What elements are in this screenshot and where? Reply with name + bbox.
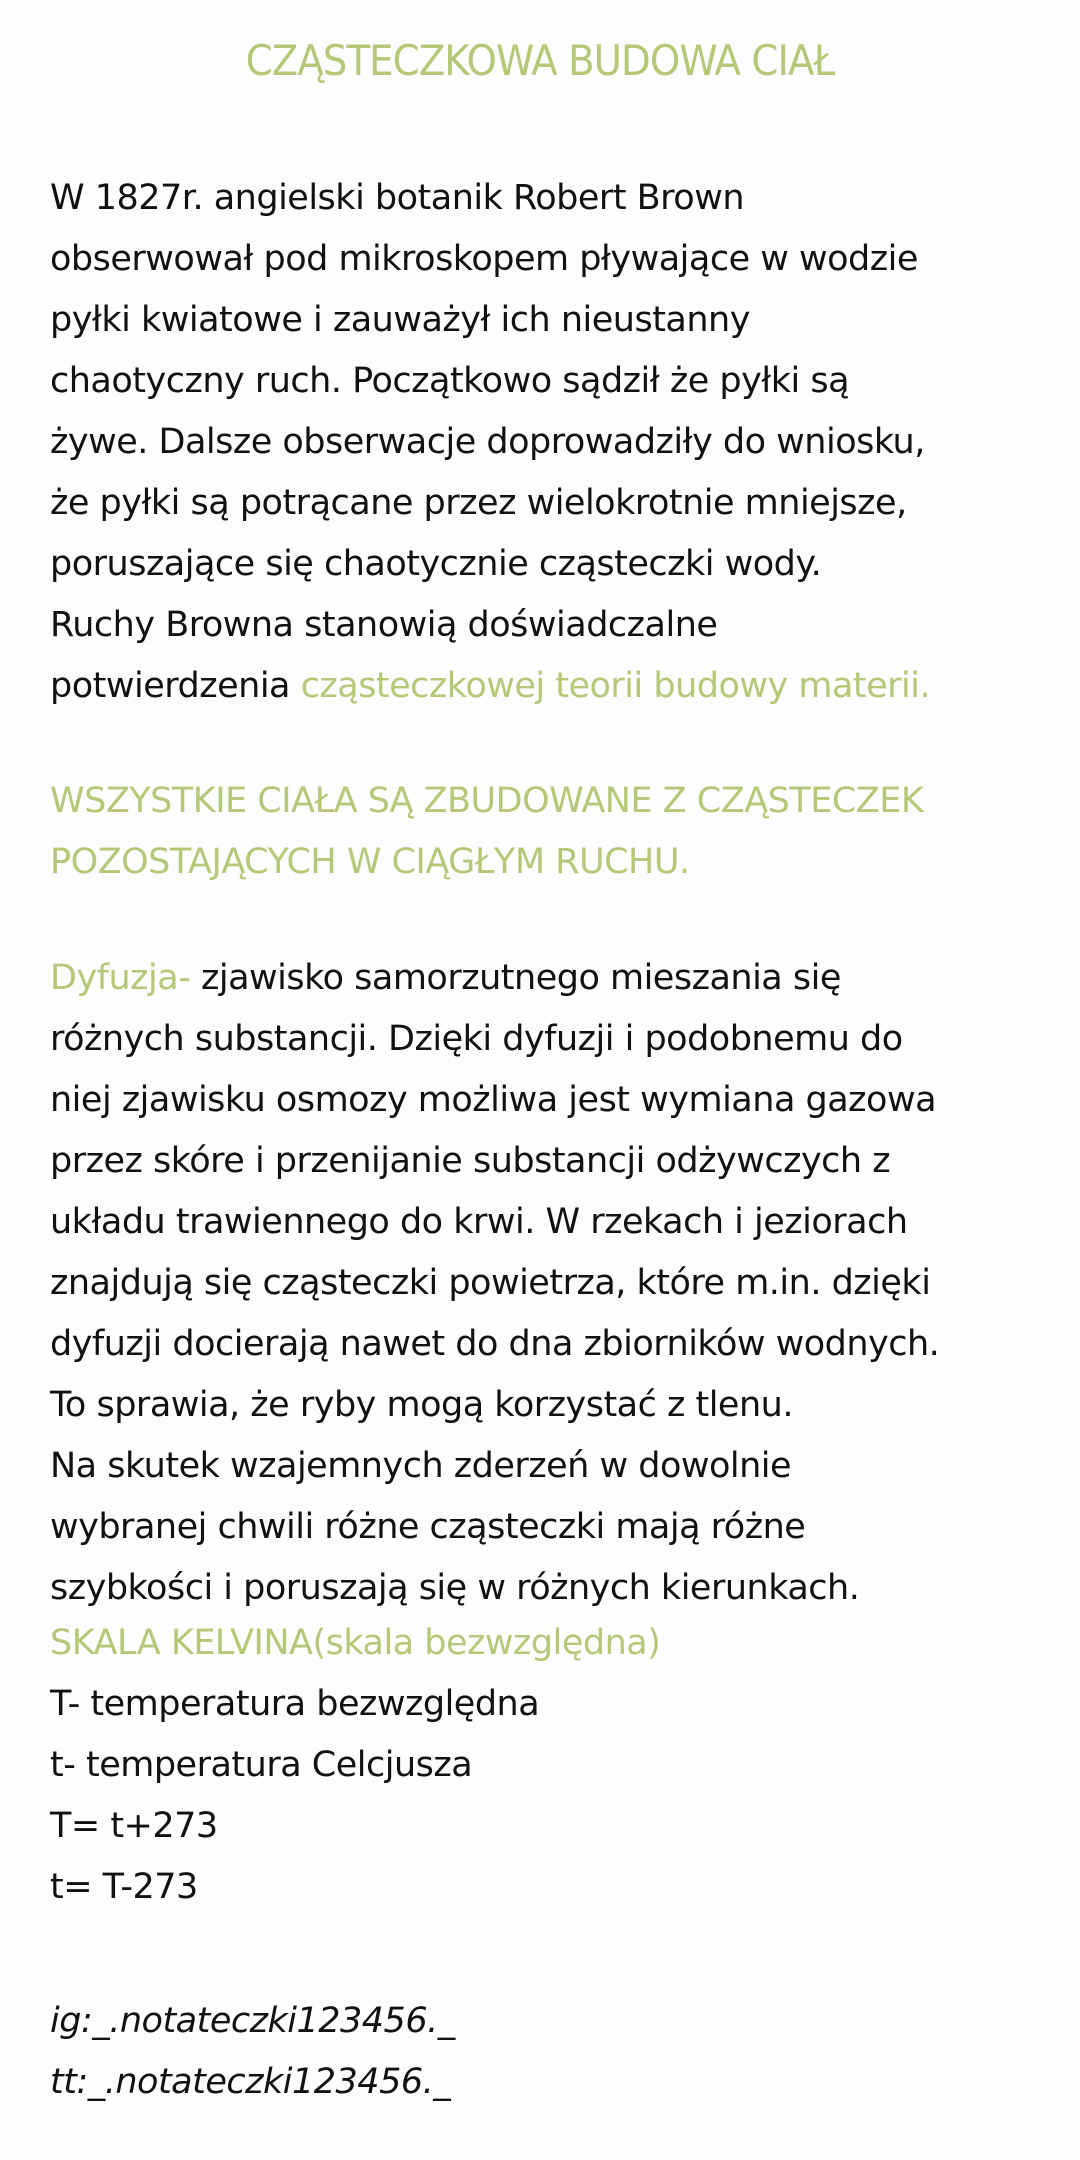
credits	[50, 1991, 455, 2113]
intro-line: Ruchy Browna stanowią doświadczalne	[50, 605, 718, 645]
diffusion-paragraph	[50, 948, 939, 1619]
diffusion-line: znajdują się cząsteczki powietrza, które m.in. dzięki	[50, 1263, 931, 1303]
intro-plain-text: potwierdzenia	[50, 666, 301, 706]
kelvin-heading: SKALA KELVINA(skala bezwzględna)	[50, 1623, 661, 1663]
principle-heading	[50, 771, 923, 893]
instagram-handle: ig:_.notateczki123456._	[50, 2001, 455, 2041]
intro-line: pyłki kwiatowe i zauważył ich nieustanny	[50, 300, 750, 340]
kelvin-line: t- temperatura Celcjusza	[50, 1745, 473, 1785]
kelvin-line: T= t+273	[50, 1806, 218, 1846]
diffusion-line: Na skutek wzajemnych zderzeń w dowolnie	[50, 1446, 792, 1486]
intro-line: poruszające się chaotycznie cząsteczki wody.	[50, 544, 822, 584]
page-title: CZĄSTECZKOWA BUDOWA CIAŁ	[245, 36, 835, 85]
highlighted-theory-text: cząsteczkowej teorii budowy materii.	[300, 666, 931, 706]
diffusion-definition: zjawisko samorzutnego mieszania się	[190, 958, 841, 998]
diffusion-term: Dyfuzja-	[50, 958, 191, 998]
intro-line: obserwował pod mikroskopem pływające w wodzie	[50, 239, 918, 279]
intro-line: żywe. Dalsze obserwacje doprowadziły do wniosku,	[50, 422, 925, 462]
diffusion-line: różnych substancji. Dzięki dyfuzji i podobnemu do	[50, 1019, 903, 1059]
principle-line: WSZYSTKIE CIAŁA SĄ ZBUDOWANE Z CZĄSTECZEK	[50, 781, 924, 821]
kelvin-line: t= T-273	[50, 1867, 198, 1907]
diffusion-line: wybranej chwili różne cząsteczki mają różne	[50, 1507, 806, 1547]
intro-line: że pyłki są potrącane przez wielokrotnie mniejsze,	[50, 483, 907, 523]
intro-line	[50, 656, 930, 717]
intro-line: W 1827r. angielski botanik Robert Brown	[50, 178, 745, 218]
diffusion-line: To sprawia, że ryby mogą korzystać z tlenu.	[50, 1385, 793, 1425]
diffusion-line: niej zjawisku osmozy możliwa jest wymiana gazowa	[50, 1080, 937, 1120]
diffusion-line: dyfuzji docierają nawet do dna zbiorników wodnych.	[50, 1324, 940, 1364]
diffusion-line: szybkości i poruszają się w różnych kierunkach.	[50, 1568, 860, 1608]
intro-paragraph	[50, 168, 930, 717]
tiktok-handle: tt:_.notateczki123456._	[50, 2062, 451, 2102]
diffusion-line: układu trawiennego do krwi. W rzekach i jeziorach	[50, 1202, 908, 1242]
kelvin-section	[50, 1613, 660, 1918]
diffusion-line	[50, 948, 939, 1009]
principle-line: POZOSTAJĄCYCH W CIĄGŁYM RUCHU.	[50, 842, 690, 882]
kelvin-line: T- temperatura bezwzględna	[50, 1684, 540, 1724]
intro-line: chaotyczny ruch. Początkowo sądził że pyłki są	[50, 361, 850, 401]
diffusion-line: przez skóre i przenijanie substancji odżywczych z	[50, 1141, 891, 1181]
